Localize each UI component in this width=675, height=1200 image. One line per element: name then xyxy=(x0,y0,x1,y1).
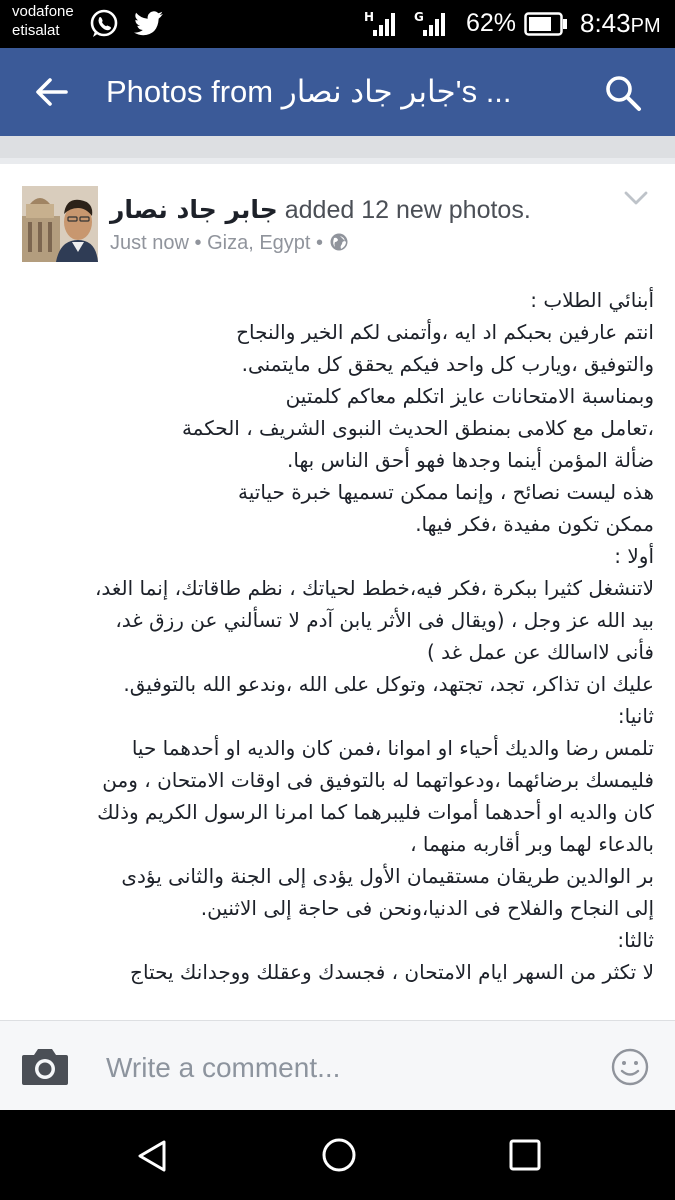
post-line: بر الوالدين طريقان مستقيمان الأول يؤدى إلى الجنة والثانى يؤدى xyxy=(121,864,654,888)
meta-separator-1: • xyxy=(194,232,202,254)
post-line: إلى النجاح والفلاح فى الدنيا،ونحن فى حاجة إلى الاثنين. xyxy=(200,896,654,920)
search-icon[interactable] xyxy=(604,74,642,112)
carrier-1: vodafone xyxy=(12,3,74,20)
nav-home-icon[interactable] xyxy=(320,1136,358,1174)
camera-icon[interactable] xyxy=(20,1047,70,1087)
carrier-2: etisalat xyxy=(12,22,60,39)
emoji-icon[interactable] xyxy=(610,1047,650,1087)
post-line: أولا : xyxy=(614,544,654,568)
nav-back-icon[interactable] xyxy=(134,1138,170,1174)
post-line: لا تكثر من السهر ايام الامتحان ، فجسدك وعقلك ووجدانك يحتاج xyxy=(130,960,654,984)
post-line: لاتنشغل كثيرا ببكرة ،فكر فيه،خطط لحياتك ، نظم طاقاتك، إنما الغد، xyxy=(94,576,654,600)
network-2-label: G xyxy=(414,10,424,24)
system-navigation-bar xyxy=(0,1110,675,1200)
signal-strength-1-icon xyxy=(364,10,398,38)
globe-icon xyxy=(329,232,349,252)
post-meta xyxy=(110,228,349,258)
post-line: وبمناسبة الامتحانات عايز اتكلم معاكم كلمتين xyxy=(285,384,654,408)
post-line: بالدعاء لهما وبر أقاربه منهما ، xyxy=(410,832,654,856)
post-line: بيد الله عز وجل ، (ويقال فى الأثر يابن آدم لا تسألني عن رزق غد، xyxy=(115,608,654,632)
chevron-down-icon[interactable] xyxy=(622,188,650,208)
post-line: فليمسك برضائهما ،ودعواتهما له بالتوفيق فى اوقات الامتحان ، ومن xyxy=(102,768,654,792)
post-line: كان والديه او أحدهما أموات فليبرهما كما امرنا الرسول الكريم وذلك xyxy=(97,800,654,824)
battery-icon xyxy=(524,12,568,36)
whatsapp-icon xyxy=(88,8,120,40)
post-line: ضألة المؤمن أينما وجدها فهو أحق الناس بها. xyxy=(287,448,654,472)
post-body-text xyxy=(14,284,654,988)
comment-input[interactable] xyxy=(104,1045,588,1091)
comment-bar xyxy=(0,1020,675,1110)
clock: 8:43PM xyxy=(580,8,661,38)
post-line: ممكن تكون مفيدة ،فكر فيها. xyxy=(415,512,654,536)
author-name-link[interactable]: جابر جاد نصار xyxy=(110,195,278,224)
battery-percent: 62% xyxy=(466,9,517,37)
post-line: عليك ان تذاكر، تجد، تجتهد، وتوكل على الله ،وندعو الله بالتوفيق. xyxy=(123,672,654,696)
post-line: ،تعامل مع كلامى بمنطق الحديث النبوى الشريف ، الحكمة xyxy=(181,416,654,440)
post-line: فأنى لااسالك عن عمل غد ) xyxy=(426,640,654,664)
post-line: أبنائي الطلاب : xyxy=(530,288,654,312)
meta-separator-2: • xyxy=(316,232,324,254)
post-card xyxy=(0,158,675,1020)
post-line: والتوفيق ،ويارب كل واحد فيكم يحقق كل مايتمنى. xyxy=(241,352,654,376)
page-title: Photos from جابر جاد نصار's ... xyxy=(106,74,512,109)
post-timestamp[interactable]: Just now xyxy=(110,232,189,254)
twitter-icon xyxy=(134,10,164,38)
carrier-names xyxy=(12,2,74,40)
avatar[interactable] xyxy=(22,186,98,262)
post-line: تلمس رضا والديك أحياء او اموانا ،فمن كان والديه او أحدهما حيا xyxy=(131,736,654,760)
back-arrow-icon[interactable] xyxy=(34,74,70,110)
post-header xyxy=(110,190,630,230)
post-line: ثالثا: xyxy=(617,928,654,952)
nav-recent-apps-icon[interactable] xyxy=(508,1138,542,1172)
app-bar xyxy=(0,48,675,136)
network-1-label: H xyxy=(364,10,375,24)
status-bar xyxy=(0,0,675,48)
post-location[interactable]: Giza, Egypt xyxy=(207,232,311,254)
signal-strength-2-icon xyxy=(414,10,448,38)
feed-divider xyxy=(0,136,675,158)
post-line: انتم عارفين بحبكم اد ايه ،وأتمنى لكم الخير والنجاح xyxy=(236,320,654,344)
post-action-text: added 12 new photos. xyxy=(277,196,531,224)
post-line: ثانيا: xyxy=(617,704,654,728)
post-line: هذه ليست نصائح ، وإنما ممكن تسميها خبرة حياتية xyxy=(238,480,654,504)
